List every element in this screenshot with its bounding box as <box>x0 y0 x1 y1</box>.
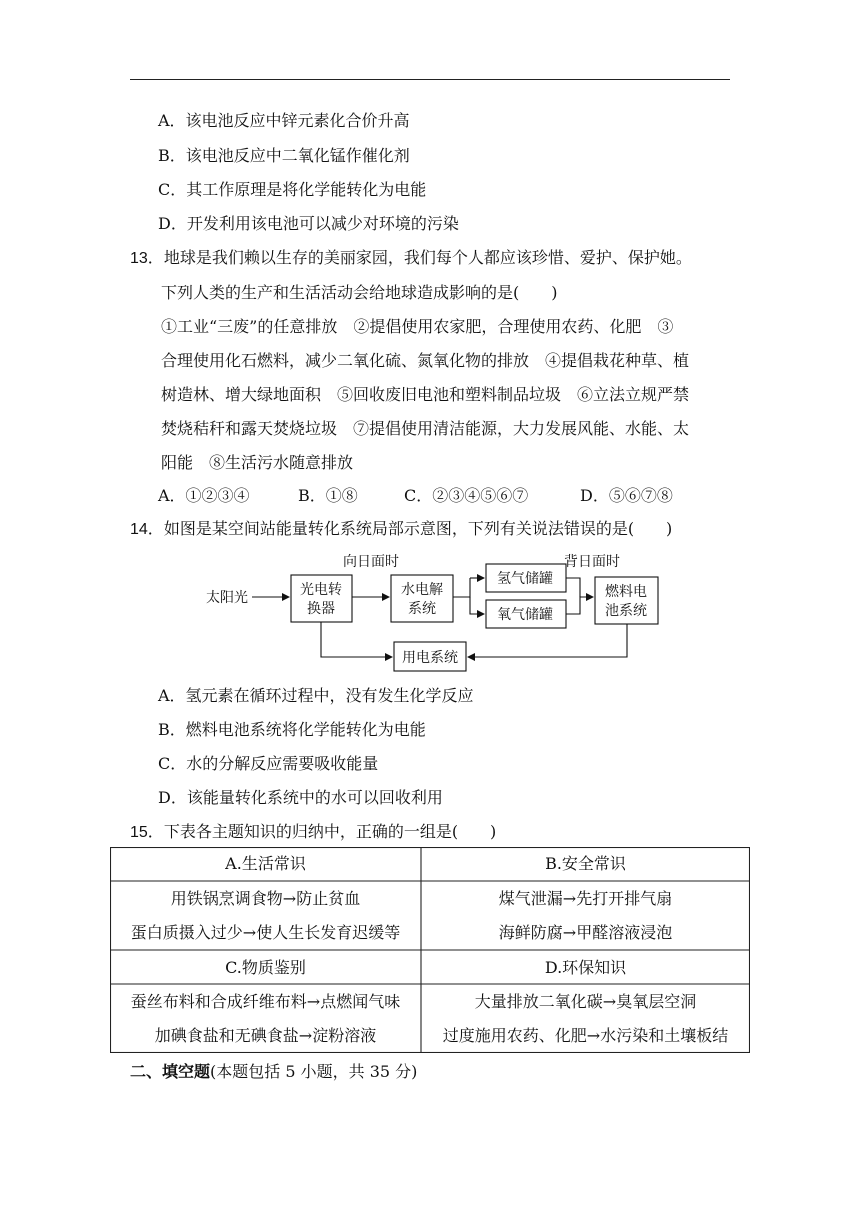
q12-option-b: B．该电池反应中二氧化锰作催化剂 <box>158 146 410 165</box>
section-title: 二、填空题 <box>130 1062 211 1081</box>
table-c-item-2: 加碘食盐和无碘食盐→淀粉溶液 <box>154 1026 377 1045</box>
q13-stem-6: 焚烧秸秆和露天焚烧垃圾 ⑦提倡使用清洁能源，大力发展风能、水能、太 <box>161 419 690 438</box>
q15-stem: 下表各主题知识的归纳中，正确的一组是( ) <box>163 822 497 841</box>
split-line <box>453 578 470 597</box>
q13-stem-3: ①工业“三废”的任意排放 ②提倡使用农家肥，合理使用农药、化肥 ③ <box>161 317 674 336</box>
table-b-item-1: 煤气泄漏→先打开排气扇 <box>498 889 673 908</box>
header-rule <box>130 79 730 80</box>
q13-option-d: D．⑤⑥⑦⑧ <box>580 486 673 505</box>
label-fuel-cell-2: 池系统 <box>605 603 647 619</box>
label-electrolysis-1: 水电解 <box>401 582 443 598</box>
table-d-item-2: 过度施用农药、化肥→水污染和土壤板结 <box>442 1026 729 1045</box>
to-oxygen-arrow <box>470 597 484 614</box>
fuel-cell-system-box <box>595 577 658 624</box>
q14-stem: 如图是某空间站能量转化系统局部示意图，下列有关说法错误的是( ) <box>163 519 673 538</box>
load-system-box <box>394 642 466 671</box>
table-a-item-2: 蛋白质摄入过少→使人生长发育迟缓等 <box>130 923 401 942</box>
table-head-b: B.安全常识 <box>545 854 626 873</box>
q12-option-c: C．其工作原理是将化学能转化为电能 <box>158 180 427 199</box>
q13-stem-7: 阳能 ⑧生活污水随意排放 <box>161 453 354 472</box>
hydrogen-tank-box <box>486 564 566 592</box>
q13-option-c: C．②③④⑤⑥⑦ <box>404 486 529 505</box>
q14-option-c: C．水的分解反应需要吸收能量 <box>158 754 379 773</box>
table-b-item-2: 海鲜防腐→甲醛溶液浸泡 <box>498 923 673 942</box>
q14-number: 14． <box>130 521 164 538</box>
label-sunny-side: 向日面时 <box>343 554 399 570</box>
tanks-to-fuelcell-arrow <box>566 597 593 614</box>
table-head-d: D.环保知识 <box>544 958 627 977</box>
table-c-item-1: 蚕丝布料和合成纤维布料→点燃闻气味 <box>130 992 401 1011</box>
q13-first-line <box>130 248 692 269</box>
label-electrolysis-2: 系统 <box>408 601 436 617</box>
table-head-c: C.物质鉴别 <box>225 958 306 977</box>
fuelcell-to-load-arrow <box>468 624 627 657</box>
label-pv-1: 光电转 <box>300 582 342 598</box>
oxygen-tank-box <box>486 600 566 628</box>
section-note: (本题包括 5 小题，共 35 分) <box>210 1062 418 1081</box>
q13-stem-5: 树造林、增大绿地面积 ⑤回收废旧电池和塑料制品垃圾 ⑥立法立规严禁 <box>161 385 690 404</box>
q14-option-b: B．燃料电池系统将化学能转化为电能 <box>158 720 426 739</box>
q13-stem-1: 地球是我们赖以生存的美丽家园，我们每个人都应该珍惜、爱护、保护她。 <box>163 248 692 267</box>
table-d-item-1: 大量排放二氧化碳→臭氧层空洞 <box>474 992 697 1011</box>
pv-to-load-arrow <box>321 622 392 657</box>
q14-option-d: D．该能量转化系统中的水可以回收利用 <box>158 788 443 807</box>
q15-first-line <box>130 822 496 843</box>
knowledge-table <box>110 847 750 1053</box>
q13-number: 13． <box>130 250 164 267</box>
label-sunlight: 太阳光 <box>206 590 248 606</box>
label-pv-2: 换器 <box>307 601 335 617</box>
q14-first-line <box>130 519 672 540</box>
q13-stem-2: 下列人类的生产和生活活动会给地球造成影响的是( ) <box>161 283 558 302</box>
electrolysis-system-box <box>391 575 453 622</box>
label-oxygen-tank: 氧气储罐 <box>497 607 553 623</box>
table-head-a: A.生活常识 <box>225 854 306 873</box>
q13-stem-4: 合理使用化石燃料，减少二氧化硫、氮氧化物的排放 ④提倡栽花种草、植 <box>161 351 690 370</box>
q12-option-d: D．开发利用该电池可以减少对环境的污染 <box>158 214 459 233</box>
label-shadow-side: 背日面时 <box>564 554 620 570</box>
table-a-item-1: 用铁锅烹调食物→防止贫血 <box>170 889 361 908</box>
label-load-system: 用电系统 <box>402 650 458 666</box>
label-fuel-cell-1: 燃料电 <box>605 584 647 600</box>
photovoltaic-converter-box <box>291 575 352 622</box>
q13-option-a: A．①②③④ <box>158 486 250 505</box>
label-hydrogen-tank: 氢气储罐 <box>497 571 553 587</box>
q15-number: 15． <box>130 824 164 841</box>
section-heading <box>130 1062 417 1082</box>
hydrogen-out-line <box>566 578 580 597</box>
q14-option-a: A．氢元素在循环过程中，没有发生化学反应 <box>158 686 474 705</box>
q12-option-a: A．该电池反应中锌元素化合价升高 <box>158 111 410 130</box>
q13-options-row <box>0 486 860 506</box>
q13-option-b: B．①⑧ <box>298 486 358 505</box>
